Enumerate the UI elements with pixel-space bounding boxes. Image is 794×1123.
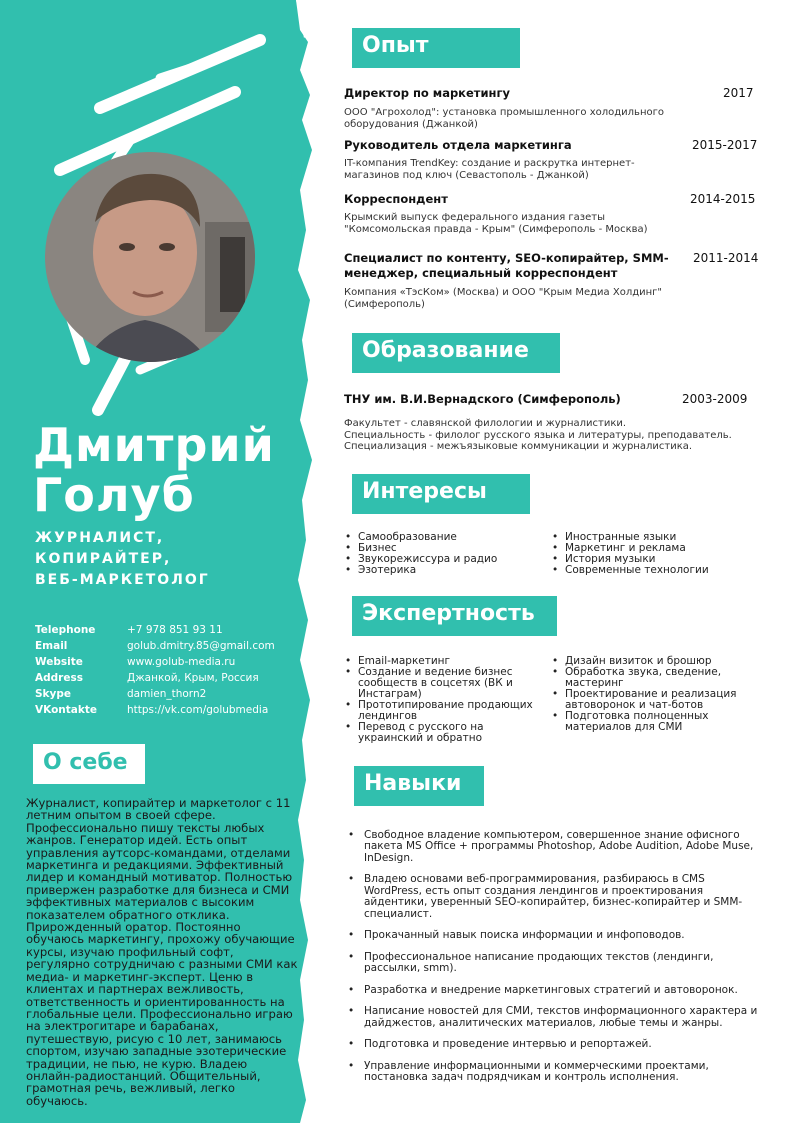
contact-label: Skype xyxy=(35,688,72,700)
contact-value[interactable]: golub.dmitry.85@gmail.com xyxy=(127,640,275,652)
interests-list-right xyxy=(551,532,761,576)
list-item: • Эзотерика xyxy=(344,565,544,576)
contact-label: Telephone xyxy=(35,624,96,636)
interests-heading-tag xyxy=(352,474,530,514)
list-item: • Бизнес xyxy=(344,543,544,554)
list-item: • Свободное владение компьютером, совершенное знание офисного пакета MS Office + программы Photoshop, Adobe Audition, Adobe Muse, InDesign. xyxy=(344,830,764,864)
full-name xyxy=(33,420,313,520)
experience-heading-tag xyxy=(352,28,520,68)
contact-label: VKontakte xyxy=(35,704,97,716)
skills-heading-tag xyxy=(354,766,484,806)
job-desc-1: ООО "Агрохолод": установка промышленного холодильного оборудования (Джанкой) xyxy=(344,107,664,130)
contact-value: Джанкой, Крым, Россия xyxy=(127,672,259,684)
expertise-list-right xyxy=(551,656,741,733)
list-item: • Владею основами веб-программирования, разбираюсь в CMS WordPress, есть опыт создания лендингов и проектирования айдентики, уверенный SEO-копирайтер, бизнес-копирайтер и SMM-специалист. xyxy=(344,874,764,920)
expertise-heading: Экспертность xyxy=(362,601,535,626)
list-item: • Написание новостей для СМИ, текстов информационного характера и дайджестов, аналитических материалов, любые темы и жанры. xyxy=(344,1006,764,1029)
list-item: • Управление информационными и коммерческими проектами, постановка задач подрядчикам и контроль исполнения. xyxy=(344,1061,764,1084)
education-heading: Образование xyxy=(362,338,529,363)
education-heading-tag xyxy=(352,333,560,373)
job-title xyxy=(35,528,315,591)
job-desc-2: IT-компания TrendKey: создание и раскрутка интернет-магазинов под ключ (Севастополь - Джанкой) xyxy=(344,158,635,181)
list-item: • Разработка и внедрение маркетинговых стратегий и автоворонок. xyxy=(344,985,764,996)
list-item: • Прокачанный навык поиска информации и инфоповодов. xyxy=(344,930,764,941)
list-item: • Профессиональное написание продающих текстов (лендинги, рассылки, smm). xyxy=(344,952,764,975)
contact-list xyxy=(35,624,315,720)
first-name: Дмитрий xyxy=(33,418,275,472)
education-line: Специализация - межъязыковые коммуникации и журналистика. xyxy=(344,441,693,452)
contact-row-address xyxy=(35,672,315,688)
contact-label: Address xyxy=(35,672,83,684)
about-text: Журналист, копирайтер и маркетолог с 11 летним опытом в своей сфере. Профессионально пишу тексты любых жанров. Генератор идей. Есть опыт управления аутсорс-командами, отделами маркетинга и редакциями. Эффективный лидер и командный мотиватор. Полностью привержен разработке для бизнеса и СМИ эффективных материалов с высоким показателем обратного отклика. Прирожденный оратор. Постоянно обучаюсь маркетингу, прохожу обучающие курсы, изучаю профильный софт, регулярно сотрудничаю с разными СМИ как медиа- и маркетинг-эксперт. Ценю в клиентах и партнерах вежливость, ответственность и ориентированность на глобальные цели. Профессионально играю на электрогитаре и барабанах, путешествую, рисую с 10 лет, занимаюсь спортом, изучаю западные эзотерические традиции, не пью, не курю. Владею онлайн-радиостанций. Общительный, грамотная речь, вежливый, легко обучаюсь. xyxy=(26,796,298,1108)
last-name: Голуб xyxy=(33,468,195,522)
contact-label: Email xyxy=(35,640,68,652)
expertise-heading-tag xyxy=(352,596,557,636)
job-title-3: Корреспондент xyxy=(344,192,448,206)
job-desc-4: Компания «ТэсКом» (Москва) и ООО "Крым Медиа Холдинг" (Симферополь) xyxy=(344,287,663,310)
contact-row-vkontakte xyxy=(35,704,315,720)
list-item: • Иностранные языки xyxy=(551,532,761,543)
list-item: • История музыки xyxy=(551,554,761,565)
job-title-1: Директор по маркетингу xyxy=(344,86,510,100)
list-item: • Обработка звука, сведение, мастеринг xyxy=(551,667,741,689)
job-title-4: Специалист по контенту, SEO-копирайтер, SMM-менеджер, специальный корреспондент xyxy=(344,251,669,280)
list-item: • Прототипирование продающих лендингов xyxy=(344,700,534,722)
job-desc-3: Крымский выпуск федерального издания газеты "Комсомольская правда - Крым" (Симферополь - Москва) xyxy=(344,212,648,235)
experience-heading: Опыт xyxy=(362,33,429,58)
list-item: • Звукорежиссура и радио xyxy=(344,554,544,565)
job-title-2: Руководитель отдела маркетинга xyxy=(344,138,572,152)
interests-heading: Интересы xyxy=(362,479,487,504)
list-item: • Проектирование и реализация автоворонок и чат-ботов xyxy=(551,689,741,711)
education-years: 2003-2009 xyxy=(682,392,748,406)
job-years-1: 2017 xyxy=(723,86,754,100)
title-line: ВЕБ-МАРКЕТОЛОГ xyxy=(35,572,210,588)
title-line: ЖУРНАЛИСТ, xyxy=(35,530,165,546)
list-item: • Подготовка и проведение интервью и репортажей. xyxy=(344,1039,764,1050)
about-heading: О себе xyxy=(43,750,128,775)
about-heading-tag xyxy=(33,744,145,784)
education-line: Специальность - филолог русского языка и литературы, преподаватель. xyxy=(344,429,732,441)
expertise-list-left xyxy=(344,656,534,744)
job-years-4: 2011-2014 xyxy=(693,251,759,265)
list-item: • Современные технологии xyxy=(551,565,761,576)
profile-photo xyxy=(45,152,255,362)
job-years-2: 2015-2017 xyxy=(692,138,758,152)
contact-row-telephone xyxy=(35,624,315,640)
education-school: ТНУ им. В.И.Вернадского (Симферополь) xyxy=(344,392,621,406)
interests-list-left xyxy=(344,532,544,576)
contact-row-skype xyxy=(35,688,315,704)
contact-value[interactable]: www.golub-media.ru xyxy=(127,656,236,668)
contact-row-email xyxy=(35,640,315,656)
contact-value[interactable]: https://vk.com/golubmedia xyxy=(127,704,269,716)
skills-heading: Навыки xyxy=(364,771,462,796)
list-item: • Маркетинг и реклама xyxy=(551,543,761,554)
list-item: • Перевод с русского на украинский и обратно xyxy=(344,722,534,744)
list-item: • Дизайн визиток и брошюр xyxy=(551,656,741,667)
list-item: • Подготовка полноценных материалов для СМИ xyxy=(551,711,741,733)
contact-value: damien_thorn2 xyxy=(127,688,207,700)
title-line: КОПИРАЙТЕР, xyxy=(35,551,172,567)
contact-label: Website xyxy=(35,656,83,668)
contact-row-website xyxy=(35,656,315,672)
list-item: • Email-маркетинг xyxy=(344,656,534,667)
education-line: Факультет - славянской филологии и журналистики. xyxy=(344,418,627,429)
job-years-3: 2014-2015 xyxy=(690,192,756,206)
skills-list xyxy=(344,830,764,1094)
list-item: • Самообразование xyxy=(344,532,544,543)
contact-value: +7 978 851 93 11 xyxy=(127,624,223,636)
education-description xyxy=(344,418,764,453)
list-item: • Создание и ведение бизнес сообществ в соцсетях (ВК и Инстаграм) xyxy=(344,667,534,700)
